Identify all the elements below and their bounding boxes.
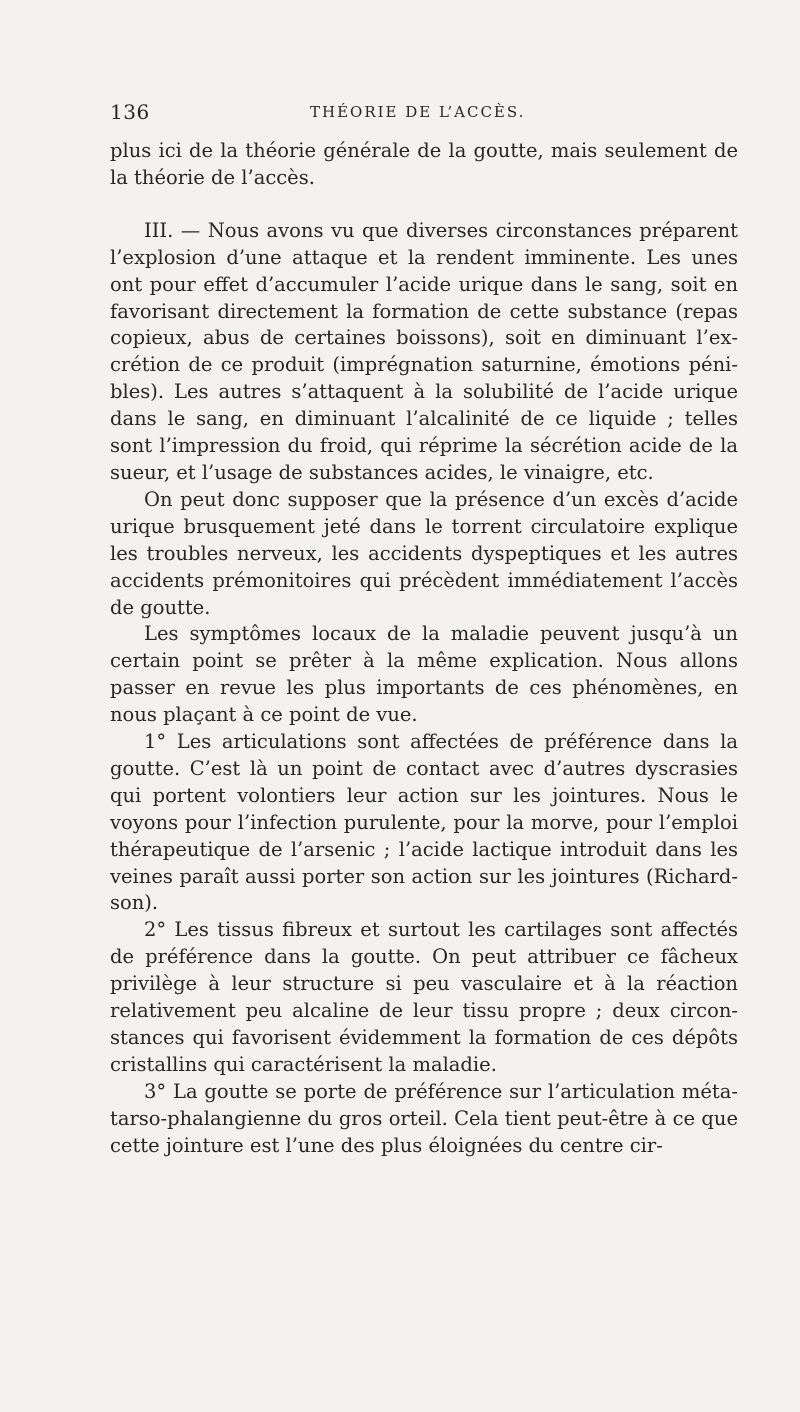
body-text <box>110 138 738 1160</box>
paragraph-item-2: 2° Les tissus fibreux et surtout les cartilages sont affectés de préférence dans la goutte. On peut attribuer ce fâcheux privilège à leur structure si peu vasculaire et à la réaction relativement peu alcaline de leur tissu propre ; deux circonstances qui favorisent évidemment la formation de ces dépôts cristallins qui caractérisent la maladie. <box>110 918 738 1076</box>
paragraph-continuation: plus ici de la théorie générale de la goutte, mais seulement de la théorie de l’accès. <box>110 139 738 189</box>
paragraph: Les symptômes locaux de la maladie peuvent jusqu’à un certain point se prêter à la même explication. Nous allons passer en revue les plus importants de ces phénomènes, en nous plaçant à ce point de vue. <box>110 622 738 727</box>
page-header <box>110 100 710 128</box>
page-number: 136 <box>110 100 150 124</box>
paragraph: On peut donc supposer que la présence d’un excès d’acide urique brusquement jeté dans le torrent circulatoire explique les troubles nerveux, les accidents dyspeptiques et les autres accidents prémonitoires qui précèdent immédiatement l’accès de goutte. <box>110 487 738 619</box>
paragraph-item-1: 1° Les articulations sont affectées de préférence dans la goutte. C’est là un point de contact avec d’autres dyscrasies qui portent volontiers leur action sur les jointures. Nous le voyons pour l’infection purulente, pour la morve, pour l’emploi thérapeutique de l’arsenic ; l’acide lactique introduit dans les veines paraît aussi porter son action sur les jointures (Richardson). <box>110 730 738 915</box>
paragraph-section-iii: III. — Nous avons vu que diverses circonstances préparent l’explosion d’une attaque et la rendent imminente. Les unes ont pour effet d’accumuler l’acide urique dans le sang, soit en favorisant directement la formation de cette substance (repas copieux, abus de certaines boissons), soit en diminuant l’excrétion de ce produit (imprégnation saturnine, émotions pénibles). Les autres s’attaquent à la solubilité de l’acide urique dans le sang, en diminuant l’alcalinité de ce liquide ; telles sont l’impression du froid, qui réprime la sécrétion acide de la sueur, et l’usage de substances acides, le vinaigre, etc. <box>110 218 738 484</box>
paragraph-item-3: 3° La goutte se porte de préférence sur l’articulation métatarso-phalangienne du gros orteil. Cela tient peut-être à ce que cette jointure est l’une des plus éloignées du centre cir- <box>110 1079 738 1157</box>
running-title: THÉORIE DE L’ACCÈS. <box>310 103 526 121</box>
